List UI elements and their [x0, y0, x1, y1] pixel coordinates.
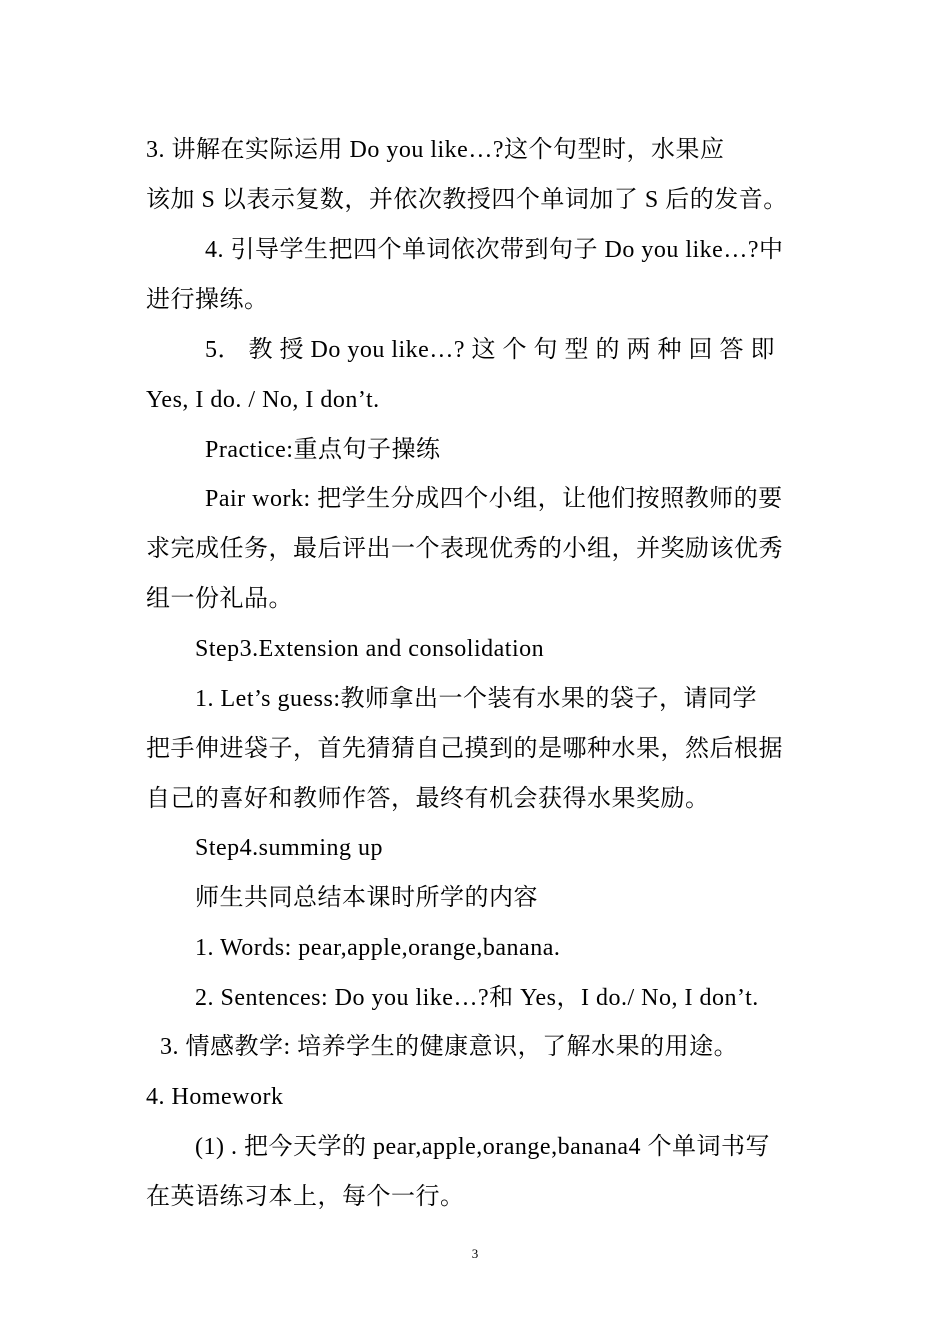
text-line: Pair work: 把学生分成四个小组，让他们按照教师的要: [205, 486, 783, 512]
text-line: 自己的喜好和教师作答，最终有机会获得水果奖励。: [146, 786, 710, 812]
text-line: 1. Let’s guess:教师拿出一个装有水果的袋子，请同学: [195, 686, 757, 712]
text-line: 5． 教 授 Do you like…? 这 个 句 型 的 两 种 回 答 即: [205, 337, 775, 363]
list-item: 3. 情感教学: 培养学生的健康意识，了解水果的用途。: [160, 1034, 739, 1060]
list-item: 4. Homework: [146, 1084, 284, 1110]
list-item: 1. Words: pear,apple,orange,banana.: [195, 935, 561, 961]
text-line: 求完成任务，最后评出一个表现优秀的小组，并奖励该优秀: [146, 536, 783, 562]
section-heading: Step3.Extension and consolidation: [195, 636, 545, 662]
text-line: (1) . 把今天学的 pear,apple,orange,banana4 个单词书写: [195, 1134, 771, 1160]
text-line: 3. 讲解在实际运用 Do you like…?这个句型时，水果应: [146, 137, 725, 163]
text-line: 4. 引导学生把四个单词依次带到句子 Do you like…?中: [205, 237, 784, 263]
page-number: 3: [471, 1246, 479, 1261]
text-line: 在英语练习本上，每个一行。: [146, 1184, 465, 1210]
text-line: Yes, I do. / No, I don’t.: [146, 387, 380, 413]
list-item: 2. Sentences: Do you like…?和 Yes，I do./ No, I don’t.: [195, 985, 759, 1011]
text-line: Practice:重点句子操练: [205, 437, 441, 463]
text-line: 师生共同总结本课时所学的内容: [195, 885, 538, 911]
text-line: 把手伸进袋子，首先猜猜自己摸到的是哪种水果，然后根据: [146, 736, 783, 762]
text-line: 进行操练。: [146, 287, 269, 313]
text-line: 组一份礼品。: [146, 586, 293, 612]
section-heading: Step4.summing up: [195, 835, 384, 861]
text-line: 该加 S 以表示复数，并依次教授四个单词加了 S 后的发音。: [146, 187, 788, 213]
